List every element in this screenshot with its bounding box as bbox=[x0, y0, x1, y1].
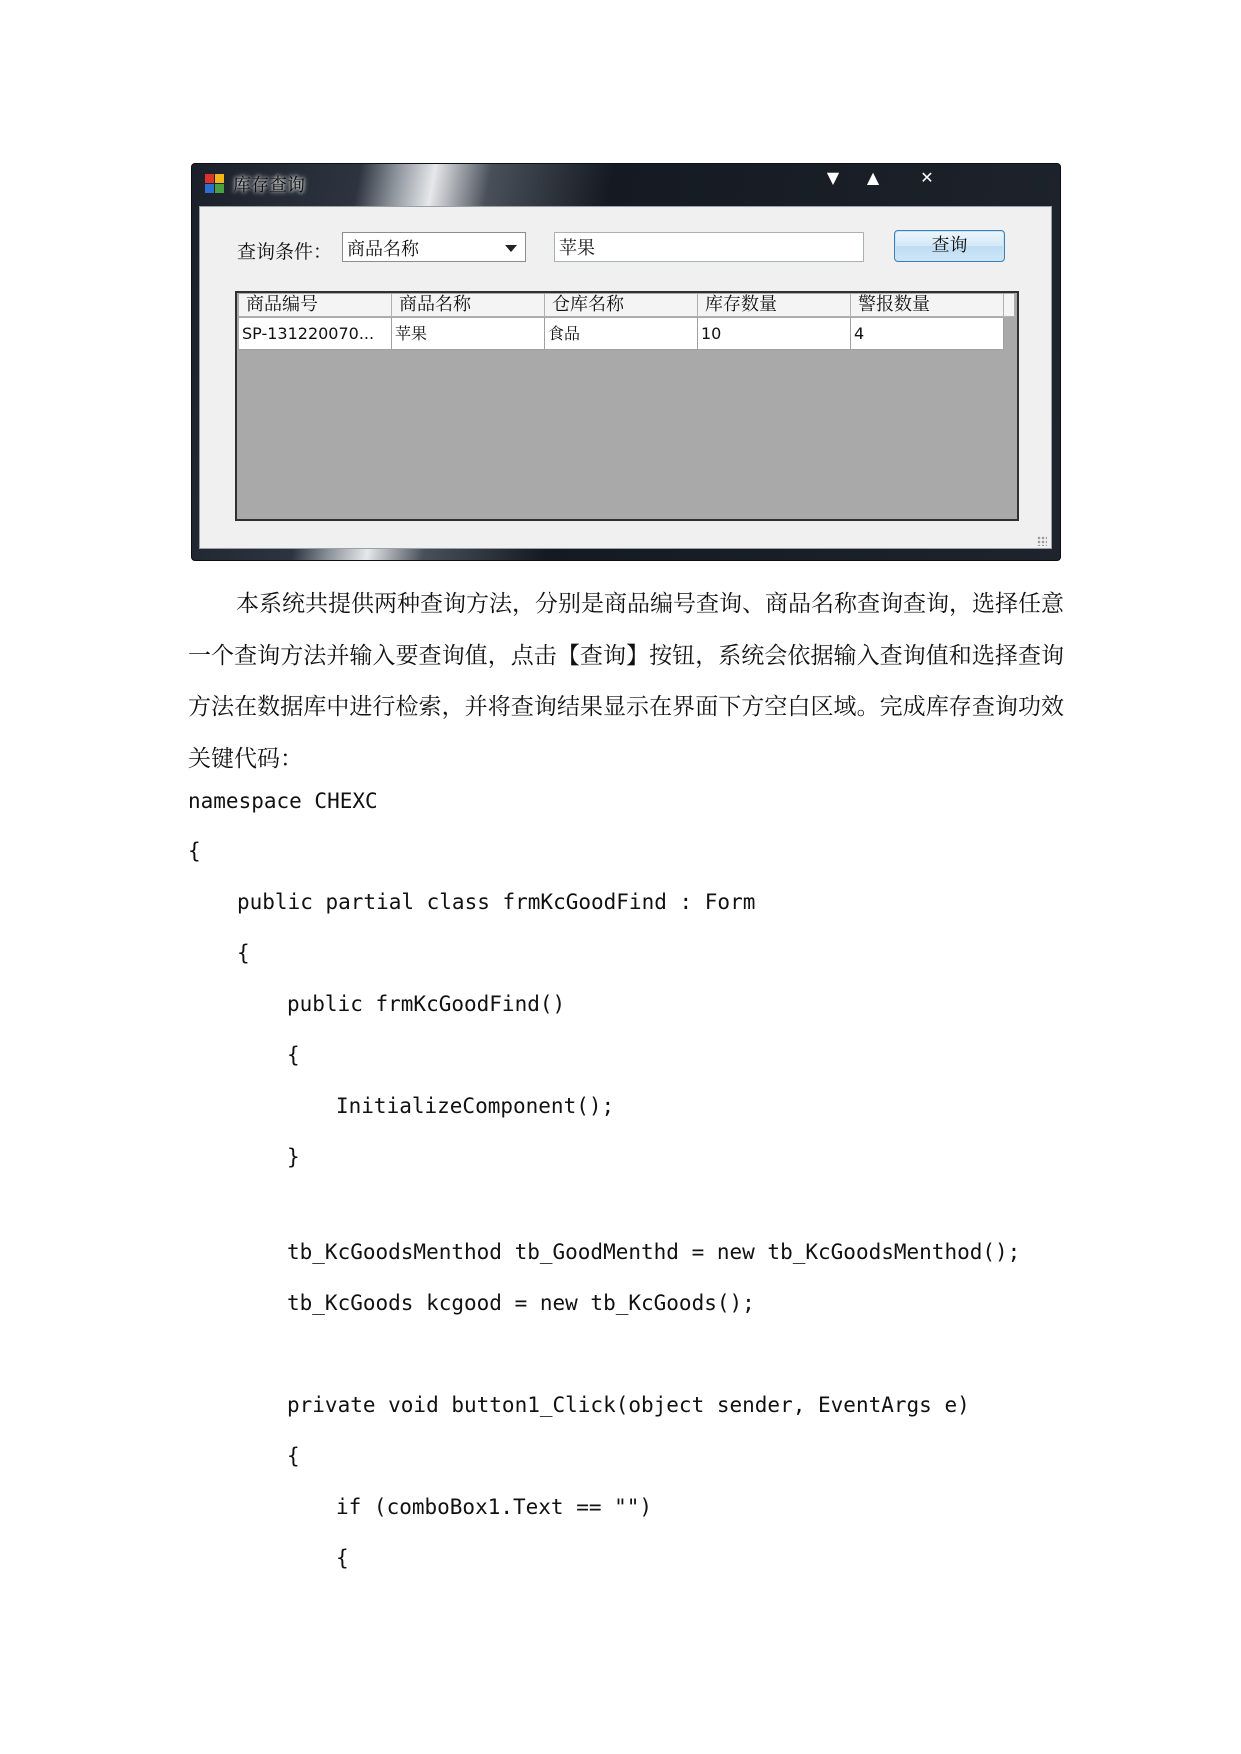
code-line: { bbox=[287, 1444, 300, 1468]
table-cell[interactable]: 食品 bbox=[545, 318, 698, 350]
table-row[interactable] bbox=[239, 318, 1005, 350]
code-line: namespace CHEXC bbox=[188, 789, 378, 813]
header-filler bbox=[1004, 294, 1015, 317]
grid-header bbox=[239, 294, 1015, 317]
column-header[interactable]: 警报数量 bbox=[851, 294, 1004, 317]
table-cell[interactable]: SP-131220070... bbox=[239, 318, 392, 350]
table-cell[interactable]: 10 bbox=[698, 318, 851, 350]
code-line: tb_KcGoodsMenthod tb_GoodMenthd = new tb_KcGoodsMenthod(); bbox=[287, 1240, 1021, 1264]
description-paragraph: 本系统共提供两种查询方法，分别是商品编号查询、商品名称查询查询，选择任意一个查询方法并输入要查询值，点击【查询】按钮，系统会依据输入查询值和选择查询方法在数据库中进行检索，并将查询结果显示在界面下方空白区域。完成库存查询功效关键代码： bbox=[188, 591, 1064, 772]
results-grid[interactable] bbox=[235, 291, 1019, 521]
code-line: } bbox=[287, 1145, 300, 1169]
code-line: { bbox=[287, 1043, 300, 1067]
query-button[interactable]: 查询 bbox=[894, 230, 1005, 262]
column-header[interactable]: 库存数量 bbox=[698, 294, 851, 317]
window-title: 库存查询 bbox=[233, 175, 305, 196]
search-input[interactable] bbox=[554, 232, 864, 262]
table-cell[interactable]: 苹果 bbox=[392, 318, 545, 350]
app-icon bbox=[205, 174, 225, 194]
column-header[interactable]: 商品名称 bbox=[392, 294, 545, 317]
code-line: { bbox=[336, 1546, 349, 1570]
query-condition-label: 查询条件： bbox=[237, 241, 333, 263]
code-line: tb_KcGoods kcgood = new tb_KcGoods(); bbox=[287, 1291, 755, 1315]
code-line: { bbox=[188, 839, 201, 863]
inventory-query-window bbox=[191, 163, 1061, 561]
maximize-icon[interactable]: ▲ bbox=[866, 168, 880, 187]
column-header[interactable]: 仓库名称 bbox=[545, 294, 698, 317]
column-header[interactable]: 商品编号 bbox=[239, 294, 392, 317]
code-line: { bbox=[237, 941, 250, 965]
code-line: public frmKcGoodFind() bbox=[287, 992, 566, 1016]
window-client-area bbox=[199, 206, 1052, 549]
code-line: InitializeComponent(); bbox=[336, 1094, 615, 1118]
query-field-select[interactable] bbox=[342, 232, 526, 262]
close-icon[interactable]: ✕ bbox=[920, 168, 934, 187]
code-line: if (comboBox1.Text == "") bbox=[336, 1495, 653, 1519]
code-line: private void button1_Click(object sender, EventArgs e) bbox=[287, 1393, 970, 1417]
code-line: public partial class frmKcGoodFind : Form bbox=[237, 890, 756, 914]
query-field-value: 商品名称 bbox=[347, 239, 419, 260]
resize-grip-icon[interactable] bbox=[1037, 536, 1047, 546]
minimize-icon[interactable]: ▼ bbox=[826, 168, 840, 187]
table-cell[interactable]: 4 bbox=[851, 318, 1004, 350]
chevron-down-icon[interactable] bbox=[505, 245, 517, 252]
